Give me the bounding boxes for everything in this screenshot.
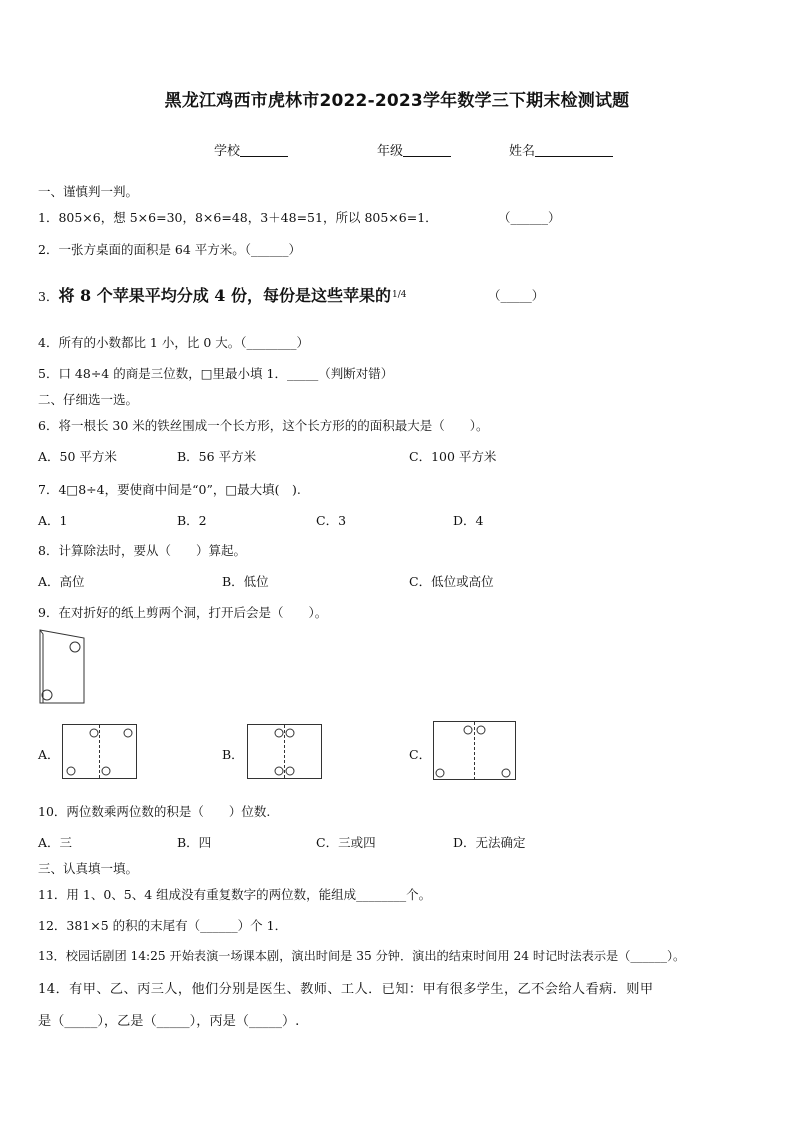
- question-10: 10．两位数乘两位数的积是（ ）位数.: [38, 804, 271, 819]
- question-5: 5．口 48÷4 的商是三位数，□里最小填 1．_____（判断对错）: [38, 366, 394, 381]
- question-7: 7．4□8÷4，要使商中间是“0”，□最大填( ).: [38, 482, 301, 497]
- fraction-quarter: 1/4: [392, 290, 407, 300]
- question-3: [38, 283, 407, 306]
- question-6: 6．将一根长 30 米的铁丝围成一个长方形，这个长方形的的面积最大是（ ）。: [38, 418, 489, 433]
- option-b[interactable]: B．2: [177, 513, 207, 528]
- folded-paper-figure: [37, 628, 87, 708]
- option-c[interactable]: C．三或四: [316, 835, 376, 850]
- option-b-label[interactable]: B．: [222, 747, 244, 762]
- question-12: 12．381×5 的积的末尾有（______）个 1．: [38, 918, 288, 933]
- option-b[interactable]: B．56 平方米: [177, 449, 257, 464]
- option-b-figure[interactable]: [247, 724, 323, 780]
- question-3-text: 将 8 个苹果平均分成 4 份，每份是这些苹果的: [58, 286, 392, 305]
- section-heading: 三、认真填一填。: [38, 861, 139, 876]
- question-14-line-1: 14．有甲、乙、丙三人，他们分别是医生、教师、工人．已知：甲有很多学生，乙不会给人看病．则甲: [38, 982, 654, 997]
- option-a-label[interactable]: A．: [38, 747, 60, 762]
- option-d[interactable]: D．4: [453, 513, 484, 528]
- grade-field: [377, 140, 451, 159]
- question-9: 9．在对折好的纸上剪两个洞，打开后会是（ ）。: [38, 605, 328, 620]
- option-c[interactable]: C．3: [316, 513, 347, 528]
- question-3-answer[interactable]: （_____）: [488, 288, 545, 303]
- section-heading: 二、仔细选一选。: [38, 392, 139, 407]
- question-13: 13．校园话剧团 14:25 开始表演一场课本剧，演出时间是 35 分钟．演出的结束时间用 24 时记时法表示是（______）。: [38, 949, 686, 963]
- option-c[interactable]: C．低位或高位: [409, 574, 494, 589]
- option-a-figure[interactable]: [62, 724, 138, 780]
- question-2: 2．一张方桌面的面积是 64 平方米。（______）: [38, 242, 302, 257]
- section-heading: 一、谨慎判一判。: [38, 184, 139, 199]
- question-4: 4．所有的小数都比 1 小，比 0 大。（________）: [38, 335, 310, 350]
- question-1-answer[interactable]: （______）: [498, 210, 561, 225]
- option-d[interactable]: D．无法确定: [453, 835, 526, 850]
- name-label: 姓名: [509, 144, 536, 159]
- option-c-figure[interactable]: [433, 721, 517, 781]
- option-a[interactable]: A．1: [38, 513, 68, 528]
- option-a[interactable]: A．50 平方米: [38, 449, 117, 464]
- school-blank[interactable]: [240, 144, 288, 157]
- page-title: 黑龙江鸡西市虎林市2022-2023学年数学三下期末检测试题: [164, 91, 630, 111]
- grade-blank[interactable]: [403, 144, 451, 157]
- question-8: 8．计算除法时，要从（ ）算起。: [38, 543, 246, 558]
- option-a[interactable]: A．三: [38, 835, 73, 850]
- grade-label: 年级: [377, 144, 404, 159]
- question-1: [38, 208, 438, 226]
- question-14-line-2: 是（_____），乙是（_____），丙是（_____）.: [38, 1014, 300, 1029]
- option-c-label[interactable]: C．: [409, 747, 432, 762]
- school-field: [214, 140, 288, 159]
- name-blank[interactable]: [535, 144, 613, 157]
- option-c[interactable]: C．100 平方米: [409, 449, 497, 464]
- option-b[interactable]: B．四: [177, 835, 212, 850]
- option-a[interactable]: A．高位: [38, 574, 85, 589]
- question-1-text: 1．805×6，想 5×6=30，8×6=48，3＋48=51，所以 805×6=1．: [38, 210, 438, 225]
- question-3-number: 3．: [38, 289, 59, 304]
- question-11: 11．用 1、0、5、4 组成没有重复数字的两位数，能组成________个。: [38, 887, 432, 902]
- name-field: [509, 140, 613, 159]
- school-label: 学校: [214, 144, 241, 159]
- option-b[interactable]: B．低位: [222, 574, 269, 589]
